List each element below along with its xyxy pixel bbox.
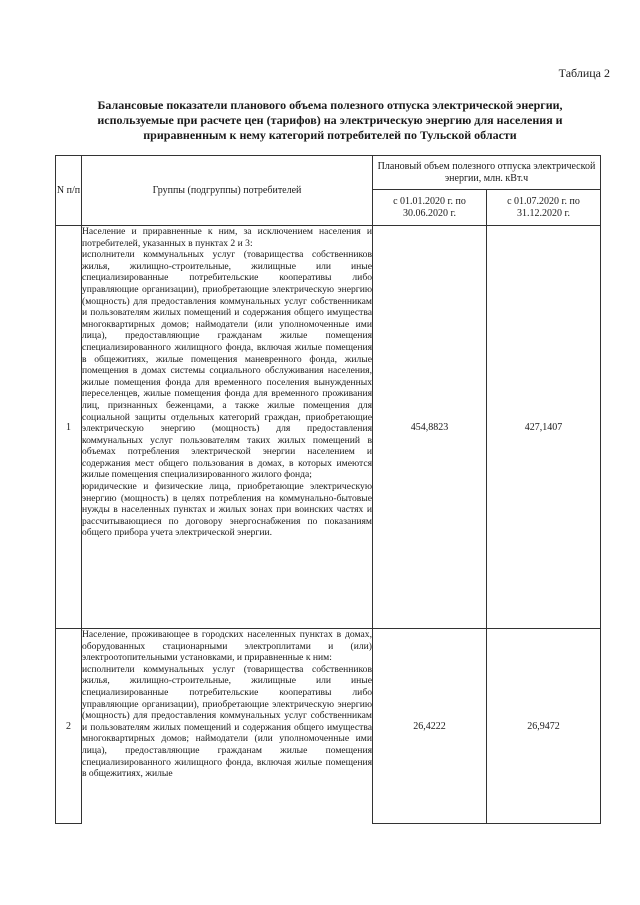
row-value-period-2: 26,9472: [487, 629, 601, 824]
row-value-period-2: 427,1407: [487, 226, 601, 629]
header-num: N п/п: [56, 156, 82, 226]
document-title: Балансовые показатели планового объема полезного отпуска электрической энергии, используемые при расчете цен (тарифов) на электрическую энергию для населения и приравненным к нему категорий потребителей по Тульской области: [97, 98, 563, 142]
row-paragraph: Население, проживающее в городских населенных пунктах в домах, оборудованных стационарными электроплитами и (или) электроотопительными установками, и приравненные к ним:: [82, 629, 372, 664]
header-plan-volume: Плановый объем полезного отпуска электрической энергии, млн. кВт.ч: [373, 156, 601, 190]
row-value-period-1: 454,8823: [373, 226, 487, 629]
row-number: 1: [56, 226, 82, 629]
row-paragraph: Население и приравненные к ним, за исключением населения и потребителей, указанных в пунктах 2 и 3:: [82, 226, 372, 249]
row-description: [82, 226, 373, 629]
row-paragraph: исполнители коммунальных услуг (товарищества собственников жилья, жилищно-строительные, жилищные или иные специализированные потребительские кооперативы либо управляющие организации), приобретающие электрическую энергию (мощность) для предоставления коммунальных услуг собственникам и пользователям жилых помещений и содержания общего имущества многоквартирных домов; наймодатели (или уполномоченные ими лица), предоставляющие гражданам жилые помещения специализированного жилищного фонда, включая жилые помещения в общежитиях, жилые помещения маневренного фонда, жилые помещения в домах системы социального обслуживания населения, жилые помещения фонда для временного поселения вынужденных переселенцев, жилые помещения фонда для временного проживания лиц, признанных беженцами, а также жилые помещения для социальной защиты отдельных категорий граждан, приобретающие электрическую энергию (мощность) для предоставления коммунальных услуг пользователям таких жилых помещений в объемах потребления электрической энергии населением и содержания мест общего пользования в домах, в которых имеются жилые помещения специализированного жилого фонда;: [82, 249, 372, 481]
row-paragraph: исполнители коммунальных услуг (товарищества собственников жилья, жилищно-строительные, жилищные или иные специализированные потребительские кооперативы либо управляющие организации), приобретающие электрическую энергию (мощность) для предоставления коммунальных услуг собственникам и пользователям жилых помещений и содержания общего имущества многоквартирных домов; наймодатели (или уполномоченные ими лица), предоставляющие гражданам жилые помещения специализированного жилищного фонда, включая жилые помещения в общежитиях, жилые: [82, 663, 372, 780]
row-value-period-1: 26,4222: [373, 629, 487, 824]
row-number: 2: [56, 629, 82, 824]
table-row: [56, 629, 601, 824]
header-group: Группы (подгруппы) потребителей: [82, 156, 373, 226]
row-paragraph: юридические и физические лица, приобретающие электрическую энергию (мощность) в целях потребления на коммунально-бытовые нужды в населенных пунктах и жилых зонах при воинских частях и рассчитывающиеся по договору энергоснабжения по показаниям общего прибора учета электрической энергии.: [82, 481, 372, 539]
header-period-1: с 01.01.2020 г. по 30.06.2020 г.: [373, 190, 487, 226]
table-row: [56, 226, 601, 629]
balance-table: [55, 155, 601, 824]
table-label: Таблица 2: [558, 66, 610, 80]
row-description: [82, 629, 373, 824]
table-header-row: [56, 156, 601, 190]
header-period-2: с 01.07.2020 г. по 31.12.2020 г.: [487, 190, 601, 226]
